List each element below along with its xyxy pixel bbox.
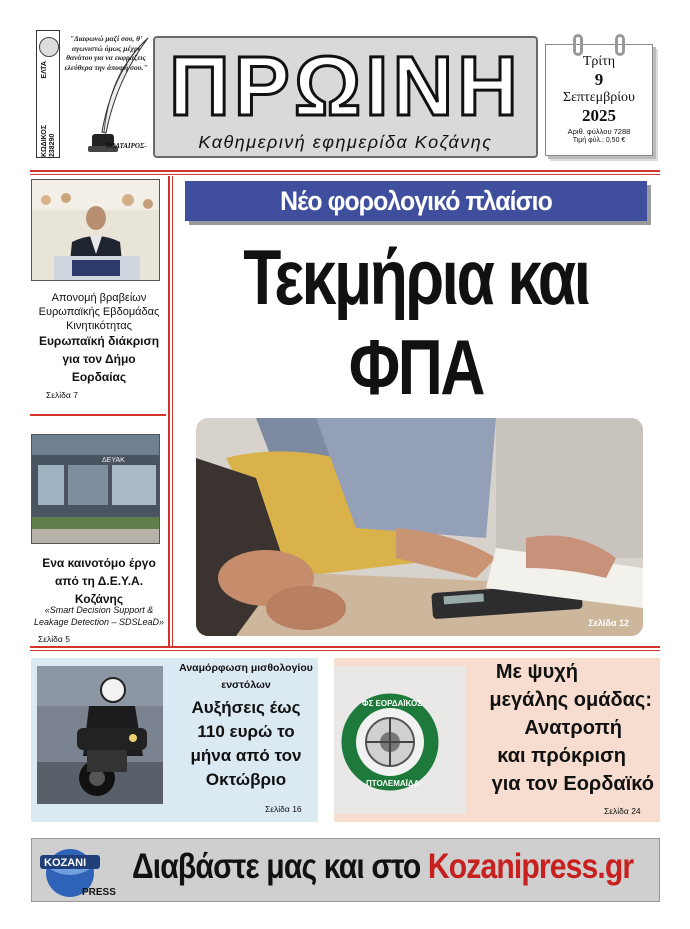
elta-label: ΕΛΤΑ: [41, 61, 48, 79]
side-story-2-headline[interactable]: Ενα καινοτόμο έργο από τη Δ.Ε.Υ.Α. Κοζάνης: [42, 556, 156, 606]
bottom-right-headline-l2[interactable]: μεγάλης ομάδας:: [489, 689, 652, 711]
elta-logo: [39, 37, 59, 57]
badge-bottom-text: ΠΤΟΛΕΜΑΪΔΑ: [366, 779, 420, 788]
bottom-right-page: Σελίδα 24: [604, 806, 641, 816]
bottom-left-page: Σελίδα 16: [265, 804, 302, 814]
side-story-1-photo[interactable]: [31, 179, 160, 281]
issue-number: Αριθ. φύλλου 7288: [567, 127, 631, 136]
bottom-right-headline-l3[interactable]: Ανατροπή: [524, 717, 622, 739]
day-number: 9: [594, 70, 604, 89]
header-divider-thin: [30, 174, 660, 175]
calendar-ring-icon: [615, 34, 625, 56]
main-story-kicker: [185, 181, 647, 221]
year: 2025: [582, 106, 616, 125]
motorcycle-officer-photo: [37, 666, 163, 804]
kozanipress-banner[interactable]: [31, 838, 660, 902]
logo-top-text: KOZANI: [44, 857, 87, 869]
main-headline-line2[interactable]: ΦΠΑ: [348, 323, 484, 411]
bottom-divider: [30, 646, 660, 648]
bottom-left-photo: [37, 666, 163, 804]
side-story-1-page: Σελίδα 7: [46, 390, 78, 400]
side-story-2-subtitle: «Smart Decision Support & Leakage Detection – SDSLeaD»: [33, 605, 165, 627]
newspaper-title: ΠΡΩΙΝΗ: [169, 39, 522, 133]
building-sign: ΔΕΥΑΚ: [102, 457, 125, 464]
main-story-kicker-text: Νέο φορολογικό πλαίσιο: [280, 186, 552, 216]
side-story-1-intro: Απονομή βραβείων Ευρωπαϊκής Εβδομάδας Κινητικότητας: [38, 292, 160, 332]
side-divider: [30, 414, 166, 416]
quote-author: ΒΟΛΤΑΙΡΟΣ-: [106, 142, 147, 150]
bottom-left-kicker: Αναμόρφωση μισθολογίου ενστόλων: [179, 662, 313, 691]
bottom-divider-thin: [30, 650, 660, 651]
postal-code: ΚΩΔΙΚΟΣ 238290: [41, 124, 56, 157]
bottom-right-story[interactable]: [334, 658, 660, 822]
main-story-photo[interactable]: [196, 418, 643, 636]
main-story-page: Σελίδα 12: [588, 618, 629, 628]
building-photo: [32, 435, 160, 544]
date-calendar: [545, 34, 657, 160]
banner-text-line: [132, 847, 633, 887]
calculator-hands-photo: [196, 418, 643, 636]
newspaper-subtitle: Καθημερινή εφημερίδα Κοζάνης: [198, 132, 493, 152]
voltaire-quote: "Διαφωνώ μαζί σου, θ' αγωνιστώ όμως μέχρι θανάτου για να εκφράζεις ελεύθερα την άποψή σου.": [64, 34, 148, 72]
side-story-2-photo[interactable]: [31, 434, 160, 544]
side-story-2-page: Σελίδα 5: [38, 634, 70, 644]
header-divider: [30, 170, 660, 172]
speaker-photo: [32, 180, 160, 281]
main-headline-line1[interactable]: Τεκμήρια και: [243, 233, 589, 321]
editorial-stamp: [36, 30, 150, 158]
kozanipress-logo-icon: [36, 843, 128, 899]
column-divider: [168, 176, 170, 648]
masthead: [153, 36, 538, 158]
bottom-left-story[interactable]: [31, 658, 318, 822]
badge-top-text: ΦΣ ΕΟΡΔΑΪΚΟΣ: [362, 699, 423, 708]
bottom-right-headline-l4[interactable]: και πρόκριση: [497, 745, 626, 767]
postal-code-box: [36, 30, 60, 158]
banner-site-link[interactable]: Kozanipress.gr: [427, 847, 634, 886]
logo-bottom-text: PRESS: [82, 887, 116, 898]
bottom-right-headline-l1[interactable]: Με ψυχή: [495, 661, 578, 683]
calendar-ring-icon: [573, 34, 583, 56]
column-divider-thin: [172, 176, 173, 648]
club-badge: [334, 666, 466, 814]
bottom-right-headline-l5[interactable]: για τον Εορδαϊκό: [491, 773, 654, 795]
bottom-left-headline[interactable]: Αυξήσεις έως 110 ευρώ το μήνα από τον Οκτώβριο: [190, 698, 302, 789]
weekday: Τρίτη: [582, 54, 616, 69]
eordaikos-badge-icon: [334, 666, 466, 814]
banner-text: Διαβάστε μας και στο: [132, 847, 428, 886]
month: Σεπτεμβρίου: [563, 90, 635, 105]
side-story-1-headline[interactable]: Ευρωπαϊκή διάκριση για τον Δήμο Εορδαίας: [38, 334, 160, 384]
issue-price: Τιμή φύλ.: 0,50 €: [572, 137, 626, 144]
